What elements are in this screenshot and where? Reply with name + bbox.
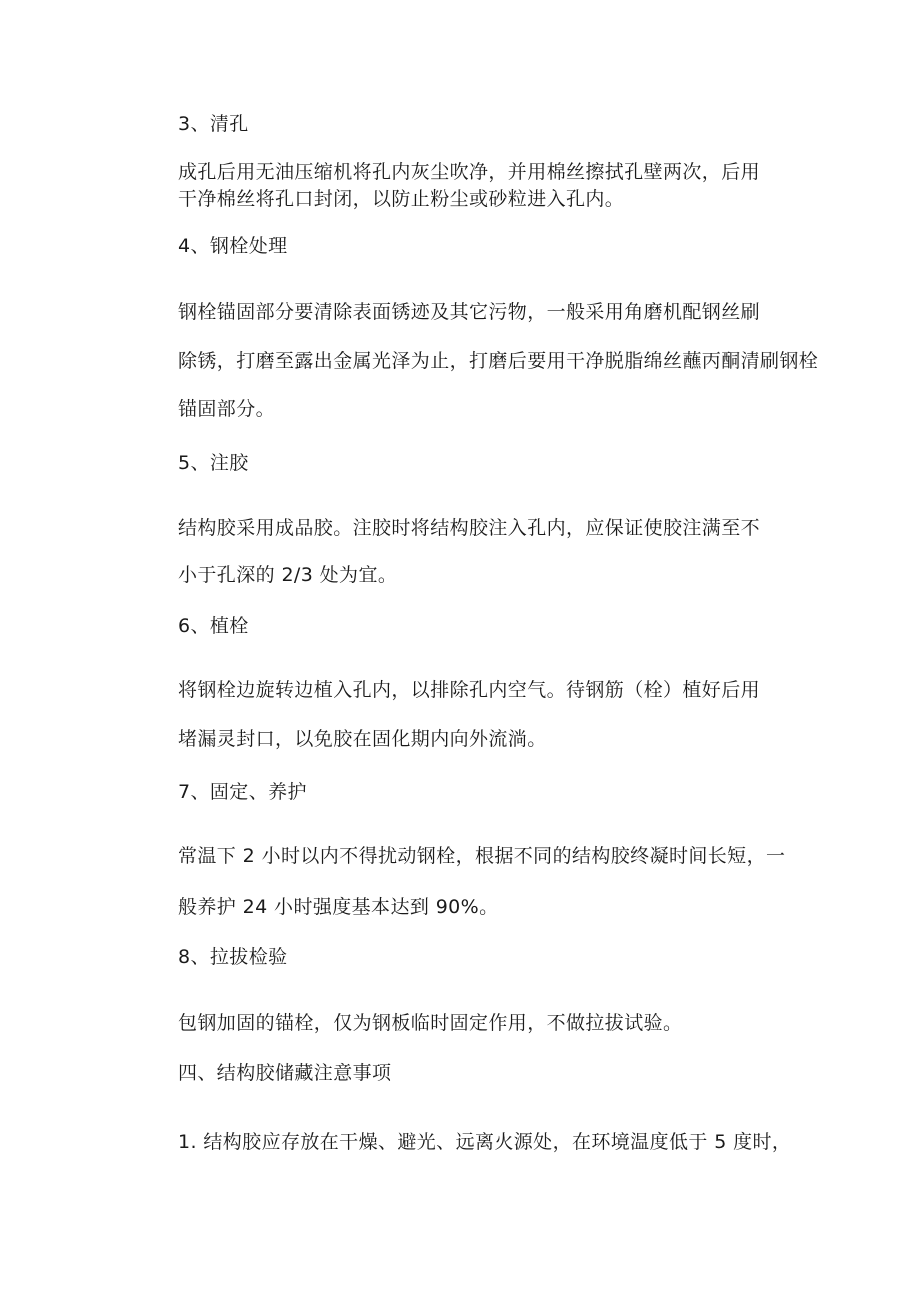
paragraph-line: 般养护 24 小时强度基本达到 90%。	[178, 896, 499, 918]
paragraph-line: 除锈，打磨至露出金属光泽为止，打磨后要用干净脱脂绵丝蘸丙酮清刷钢栓	[178, 350, 819, 372]
section-heading-3: 3、清孔	[178, 113, 249, 135]
paragraph-line: 结构胶采用成品胶。注胶时将结构胶注入孔内，应保证使胶注满至不	[178, 517, 761, 539]
section-heading-7: 7、固定、养护	[178, 781, 307, 803]
paragraph-line: 常温下 2 小时以内不得扰动钢栓，根据不同的结构胶终凝时间长短，一	[178, 845, 786, 867]
paragraph-line: 将钢栓边旋转边植入孔内，以排除孔内空气。待钢筋（栓）植好后用	[178, 679, 761, 701]
paragraph-line: 锚固部分。	[178, 398, 276, 420]
part-heading-storage: 四、结构胶储藏注意事项	[178, 1062, 392, 1084]
paragraph-line: 小于孔深的 2/3 处为宜。	[178, 564, 398, 586]
paragraph-line: 干净棉丝将孔口封闭，以防止粉尘或砂粒进入孔内。	[178, 188, 625, 210]
section-heading-6: 6、植栓	[178, 615, 249, 637]
paragraph-line: 成孔后用无油压缩机将孔内灰尘吹净，并用棉丝擦拭孔壁两次，后用	[178, 161, 761, 183]
section-heading-8: 8、拉拔检验	[178, 946, 288, 968]
paragraph-line: 堵漏灵封口，以免胶在固化期内向外流淌。	[178, 728, 547, 750]
section-heading-5: 5、注胶	[178, 452, 249, 474]
paragraph-line: 钢栓锚固部分要清除表面锈迹及其它污物，一般采用角磨机配钢丝刷	[178, 301, 761, 323]
paragraph-line: 1. 结构胶应存放在干燥、避光、远离火源处，在环境温度低于 5 度时，	[178, 1131, 792, 1153]
paragraph-line: 包钢加固的锚栓，仅为钢板临时固定作用，不做拉拔试验。	[178, 1012, 683, 1034]
section-heading-4: 4、钢栓处理	[178, 235, 288, 257]
